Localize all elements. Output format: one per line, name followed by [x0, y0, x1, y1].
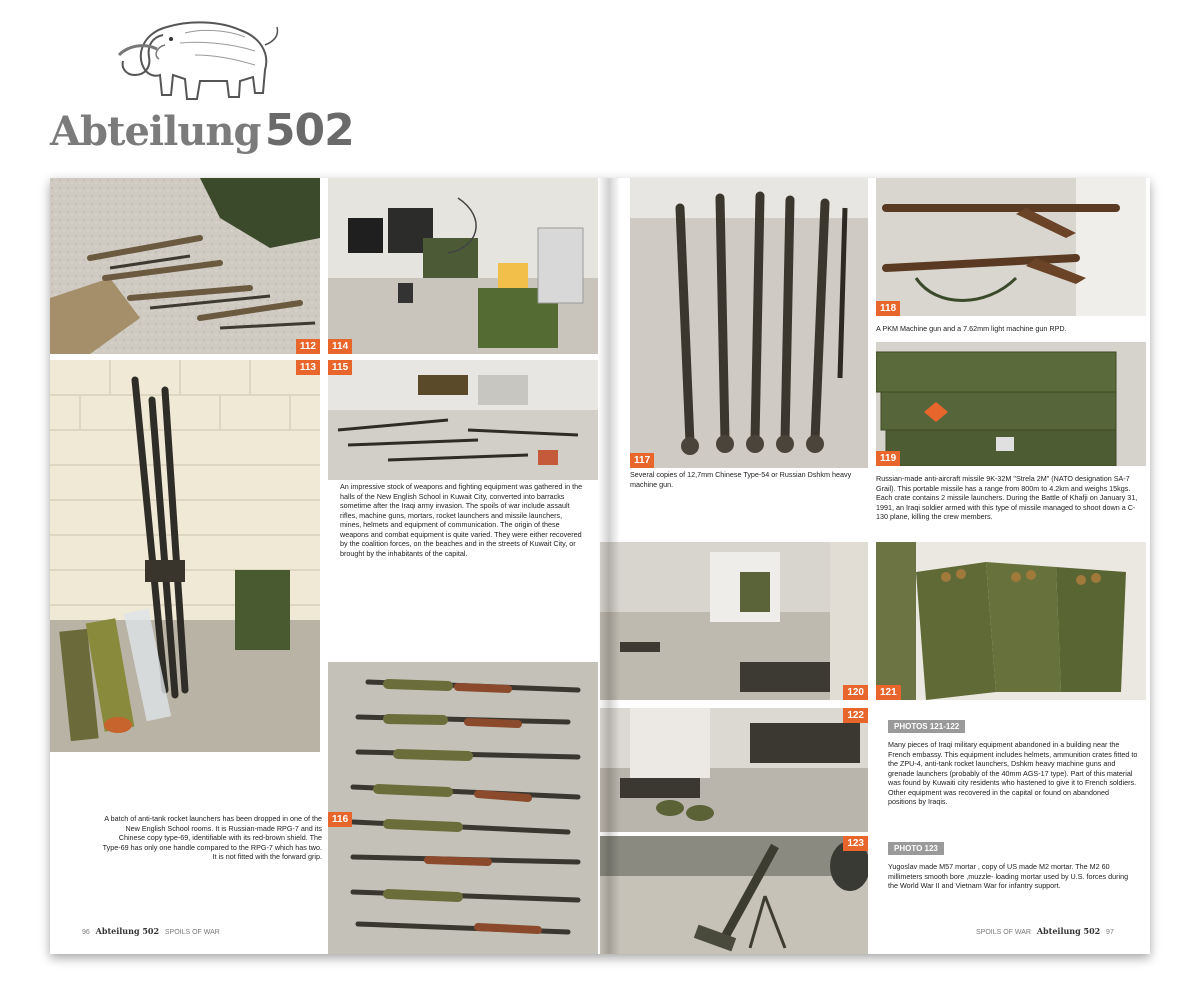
publisher-logo — [40, 15, 354, 165]
logo-number: 502 — [264, 105, 354, 156]
photo-122 — [600, 708, 868, 832]
caption-123: Yugoslav made M57 mortar , copy of US made M2 mortar. The M2 60 millimeters smooth bore ,muzzle- loading mortar used by U.S. forces during the World War II and Vietnam War for infantry support. — [888, 862, 1129, 890]
photo-number-badge: 112 — [296, 339, 320, 354]
caption-113: A batch of anti-tank rocket launchers has been dropped in one of the New English School rooms. It is Russian-made RPG-7 and its Chinese copy type-69, identifiable with its red-brown shield. The Type-69 has only one handle compared to the RPG-7 which has two. It is not fitted with the forward grip. — [102, 814, 322, 861]
section-tag-photos-121-122: PHOTOS 121-122 — [888, 720, 965, 733]
photo-number-badge: 116 — [328, 812, 352, 827]
caption-117: Several copies of 12,7mm Chinese Type-54 or Russian Dshkm heavy machine gun. — [630, 470, 852, 489]
section-tag-photo-123: PHOTO 123 — [888, 842, 944, 855]
footer-brand-right: Abteilung 502 — [1036, 926, 1101, 936]
photo-number-badge: 117 — [630, 453, 654, 468]
photo-number-badge: 121 — [876, 685, 901, 700]
footer-section-left: SPOILS OF WAR — [164, 929, 220, 936]
photo-123 — [600, 836, 868, 954]
caption-121-122: Many pieces of Iraqi military equipment abandoned in a building near the French embassy. This equipment includes helmets, ammunition crates fitted to the ZPU-4, anti-tank rocket launchers, Dshkm heavy machine guns and grenade launchers (probably of the 40mm AGS-17 type). Part of this material was found by Kuwaiti city residents who hastened to give it to French soldiers. Other equipment was recovered in the capital or found on abandoned positions by Iraqis. — [888, 740, 1138, 806]
photo-117 — [630, 178, 868, 468]
photo-number-badge: 119 — [876, 451, 900, 466]
caption-118: A PKM Machine gun and a 7.62mm light machine gun RPD. — [876, 324, 1067, 333]
photo-112 — [50, 178, 320, 354]
photo-number-badge: 122 — [843, 708, 868, 723]
photo-114 — [328, 178, 598, 354]
footer-brand-left: Abteilung 502 — [95, 926, 160, 936]
photo-number-badge: 114 — [328, 339, 352, 354]
photo-number-badge: 123 — [843, 836, 868, 851]
photo-number-badge: 115 — [328, 360, 352, 375]
photo-120 — [600, 542, 868, 700]
photo-number-badge: 113 — [296, 360, 320, 375]
photo-113 — [50, 360, 320, 752]
photo-number-badge: 120 — [843, 685, 868, 700]
mammoth-icon — [105, 15, 285, 107]
photo-118 — [876, 178, 1146, 316]
caption-115: An impressive stock of weapons and fighting equipment was gathered in the halls of the New English School in Kuwait City, converted into barracks sometime after the Iraqi army invasion. The spoils of war include assault rifles, machine guns, mortars, rocket launchers and missile launchers, mines, helmets and equipment of communication. The origin of these weapons and combat equipment is quite varied. They were either recovered by the coalition forces, on the beaches and in the streets of Kuwait City, or brought by the inhabitants of the capital. — [340, 482, 583, 558]
logo-wordmark — [50, 105, 354, 156]
footer-right — [976, 926, 1114, 936]
caption-119: Russian-made anti-aircraft missile 9K-32M "Strela 2M" (NATO designation SA-7 Grail). This portable missile has a range from 800m to 4.2km and weighs 15kgs. Each crate contains 2 missile launchers. During the Battle of Khafji on January 31, 1991, an Iraqi soldier armed with this type of missile managed to shoot down a C-130 plane, killing the crew members. — [876, 474, 1138, 521]
photo-121 — [876, 542, 1146, 700]
logo-gothic-text: Abteilung — [50, 108, 261, 155]
footer-section-right: SPOILS OF WAR — [976, 929, 1031, 936]
page-number-right: 97 — [1106, 929, 1114, 936]
footer-left — [82, 926, 220, 936]
photo-115 — [328, 360, 598, 480]
photo-116 — [328, 662, 598, 954]
photo-number-badge: 118 — [876, 301, 900, 316]
photo-119 — [876, 342, 1146, 466]
page-number-left: 96 — [82, 929, 90, 936]
magazine-spread — [50, 178, 1150, 954]
